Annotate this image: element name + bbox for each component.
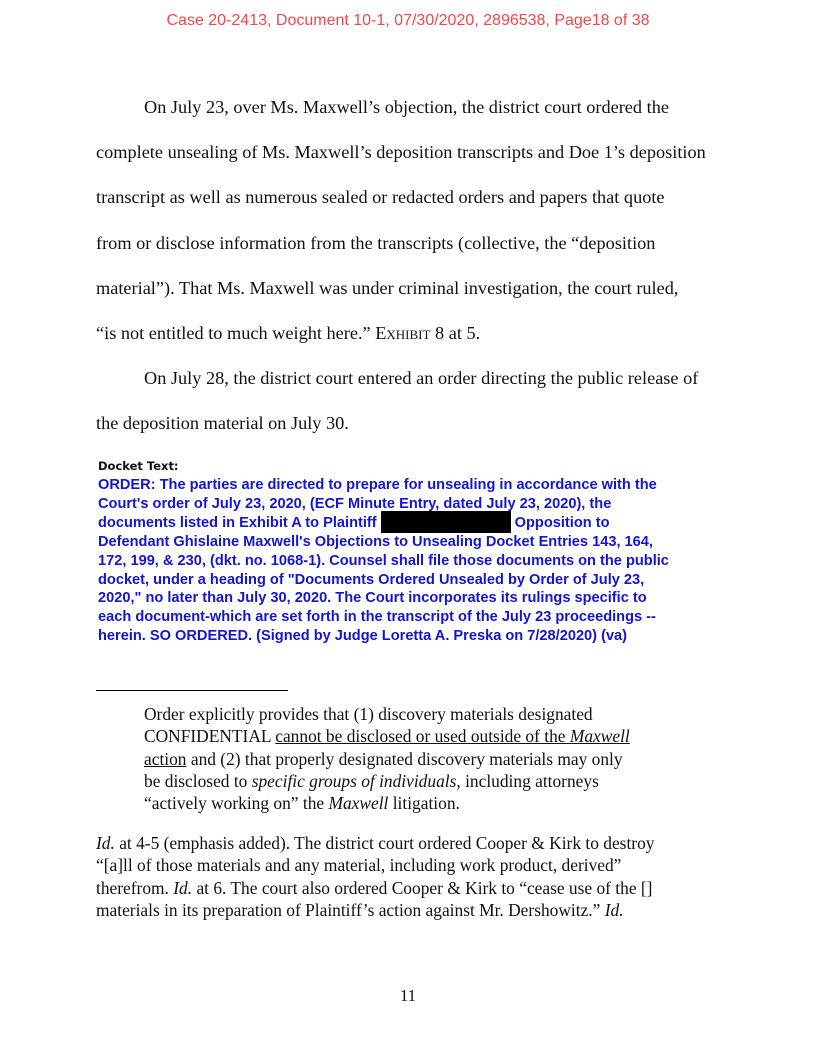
text-segment: Maxwell [569,726,630,747]
text-segment: “actively working on” the [144,793,329,814]
text-segment: be disclosed to [144,770,252,791]
text-line [144,792,630,814]
docket-text [98,476,669,646]
text-segment: Order explicitly provides that (1) discovery materials designated [144,704,593,724]
text-line [96,175,736,220]
redaction-box [381,511,511,533]
text-line [144,748,630,770]
text-line [96,854,654,876]
text-segment: On July 28, the district court entered an order directing the public release of [144,368,699,389]
text-segment: litigation. [388,793,460,814]
text-line: 172, 199, & 230, (dkt. no. 1068-1). Counsel shall file those documents on the public [98,552,669,569]
text-line [98,514,669,533]
text-segment: transcript as well as numerous sealed or redacted orders and papers that quote [96,187,665,208]
text-line: ORDER: The parties are directed to prepare for unsealing in accordance with the [98,477,657,493]
text-line [144,703,630,725]
text-line [144,770,630,792]
text-segment: Id. [96,833,115,853]
text-line: Defendant Ghislaine Maxwell's Objections to Unsealing Docket Entries 143, 164, [98,533,653,550]
text-segment: therefrom. [96,877,174,898]
text-segment: action [144,748,187,769]
text-line: herein. SO ORDERED. (Signed by Judge Loretta A. Preska on 7/28/2020) (va) [98,628,628,645]
text-line [96,899,654,921]
text-line [96,311,736,356]
body-text [96,85,736,447]
text-segment: at 6. The court also ordered Cooper & Kirk to “cease use of the [] [192,877,653,898]
text-line: each document-which are set forth in the transcript of the July 23 proceedings -- [98,609,656,626]
text-line [96,266,736,311]
text-line [96,85,736,130]
page-number: 11 [399,986,417,1005]
text-segment: cannot be disclosed or used outside of the [275,726,570,747]
text-segment: “[a]ll of those materials and any material, including work product, derived” [96,855,622,876]
text-line: 2020," no later than July 30, 2020. The Court incorporates its rulings specific to [98,590,647,607]
text-segment: CONFIDENTIAL [144,726,276,747]
text-segment: Maxwell [328,793,389,814]
text-line [96,221,736,266]
case-header-stamp: Case 20-2413, Document 10-1, 07/30/2020, 2896538, Page18 of 38 [166,12,650,29]
text-segment: , including attorneys [456,770,599,791]
text-segment: and (2) that properly designated discovery materials may only [186,748,623,769]
text-segment: complete unsealing of Ms. Maxwell’s deposition transcripts and Doe 1’s deposition [96,142,706,163]
block-quote [144,703,630,814]
docket-text-label: Docket Text: [98,459,179,473]
text-segment: material”). That Ms. Maxwell was under criminal investigation, the court ruled, [96,277,679,298]
text-segment: documents listed in Exhibit A to Plaintiff [98,514,377,531]
text-segment: Id. [173,877,193,898]
text-segment: Id. [604,900,624,921]
text-line: docket, under a heading of "Documents Ordered Unsealed by Order of July 23, [98,571,645,588]
text-segment: On July 23, over Ms. Maxwell’s objection, the district court ordered the [144,97,669,117]
text-line [96,832,654,854]
text-line [96,401,736,446]
text-segment: “is not entitled to much weight here.” [96,323,376,344]
text-segment: at 4-5 (emphasis added). The district court ordered Cooper & Kirk to destroy [114,833,655,853]
text-line [96,130,736,175]
text-segment: materials in its preparation of Plaintiff’s action against Mr. Dershowitz.” [96,900,605,921]
text-line [144,725,630,747]
footnote-divider [96,690,288,691]
text-segment: Exhibit [375,323,431,344]
text-line [96,356,736,401]
text-segment: specific groups of individuals [251,770,457,791]
text-segment: Opposition to [514,514,610,531]
text-line: Court's order of July 23, 2020, (ECF Minute Entry, dated July 23, 2020), the [98,495,612,512]
text-segment: 8 at 5. [430,323,481,344]
footnote-continuation [96,832,654,922]
text-segment: the deposition material on July 30. [96,413,349,434]
text-line [96,877,654,899]
text-segment: from or disclose information from the transcripts (collective, the “deposition [96,232,656,253]
